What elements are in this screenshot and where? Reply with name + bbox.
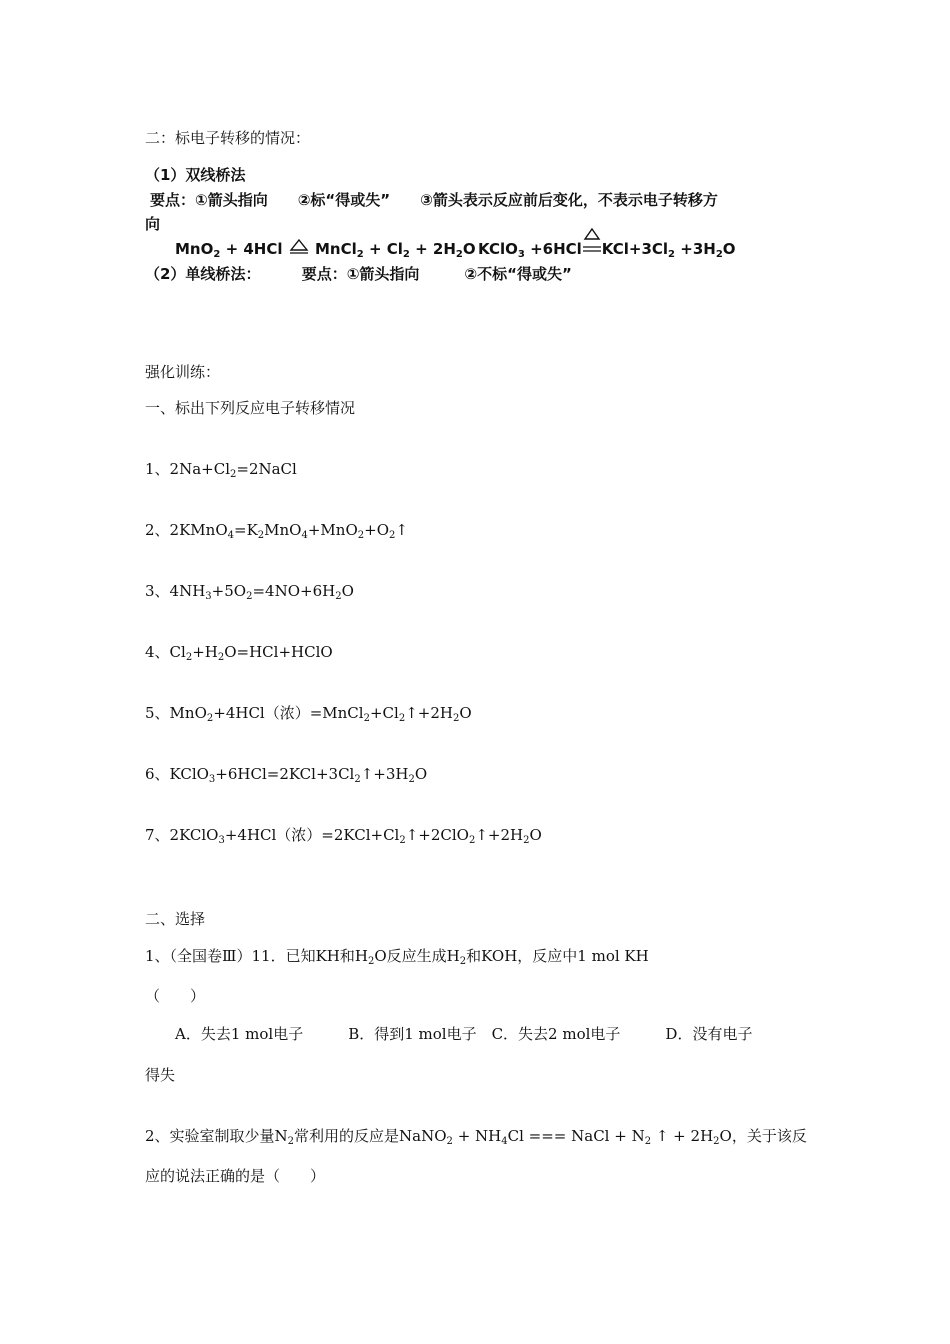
heat-equals (582, 239, 602, 259)
question-2: 2、实验室制取少量$N_2$常利用的反应是NaNO$_2$ + $NH_4Cl$ === NaCl + $N_2$ ↑ + $2H_2O$，关于该反 (145, 1127, 807, 1147)
double-bridge-points-cont: 向 (145, 215, 161, 233)
equation-1: MnO$_2$ + 4HCl MnCl$_2$ + $Cl_2 + 2H_2O$ (175, 240, 476, 260)
question-1-options: A．失去1 mol电子 B．得到1 mol电子 C．失去2 mol电子 D．没有电子 (175, 1025, 753, 1043)
reaction-5: 5、MnO$_2$+4HCl（浓）$=MnCl_2+Cl_2↑+2H_2O$ (145, 704, 472, 724)
part2-title: 二、选择 (145, 910, 206, 928)
reaction-3: 3、$4NH_3+5O_2=4NO+6H_2O$ (145, 582, 354, 602)
equation-2: KClO$_3$ +6HCl $KCl+3Cl_2 +3H_2O$ (478, 239, 736, 259)
double-bridge-points: 要点：①箭头指向 ②标“得或失” ③箭头表示反应前后变化，不表示电子转移方 (150, 191, 718, 209)
part1-title: 一、标出下列反应电子转移情况 (145, 399, 356, 417)
question-2-cont: 应的说法正确的是（ ） (145, 1167, 326, 1185)
double-bridge-title: （1）双线桥法 (145, 166, 246, 184)
reaction-4: 4、$Cl_2+H_2O=HCl+HClO$ (145, 643, 333, 663)
question-1: 1、（全国卷Ⅲ）11．已知KH和$H_2O$反应生成$H_2$和KOH，反应中1 mol KH (145, 947, 649, 967)
equals-icon (582, 239, 602, 259)
question-1-paren: （ ） (145, 987, 206, 1005)
reaction-2: 2、$2KMnO_4=K_2MnO_4+MnO_2+O_2↑$ (145, 521, 408, 541)
question-1-options-cont: 得失 (145, 1066, 176, 1084)
reaction-7: 7、2KClO$_3$+4HCl（浓）$=2KCl+Cl_2↑+2ClO_2↑+2H_2O$ (145, 826, 542, 846)
single-bridge-title: （2）单线桥法： 要点：①箭头指向 ②不标“得或失” (145, 265, 572, 283)
reaction-6: 6、$KClO_3+6HCl=2KCl+3Cl_2↑+3H_2O$ (145, 765, 428, 785)
training-title: 强化训练： (145, 363, 221, 381)
triangle-delta-icon (288, 239, 310, 259)
section-title: 二：标电子转移的情况： (145, 129, 311, 147)
heat-arrow (288, 239, 310, 259)
reaction-1: 1、$2Na+Cl_2=2NaCl$ (145, 460, 297, 480)
